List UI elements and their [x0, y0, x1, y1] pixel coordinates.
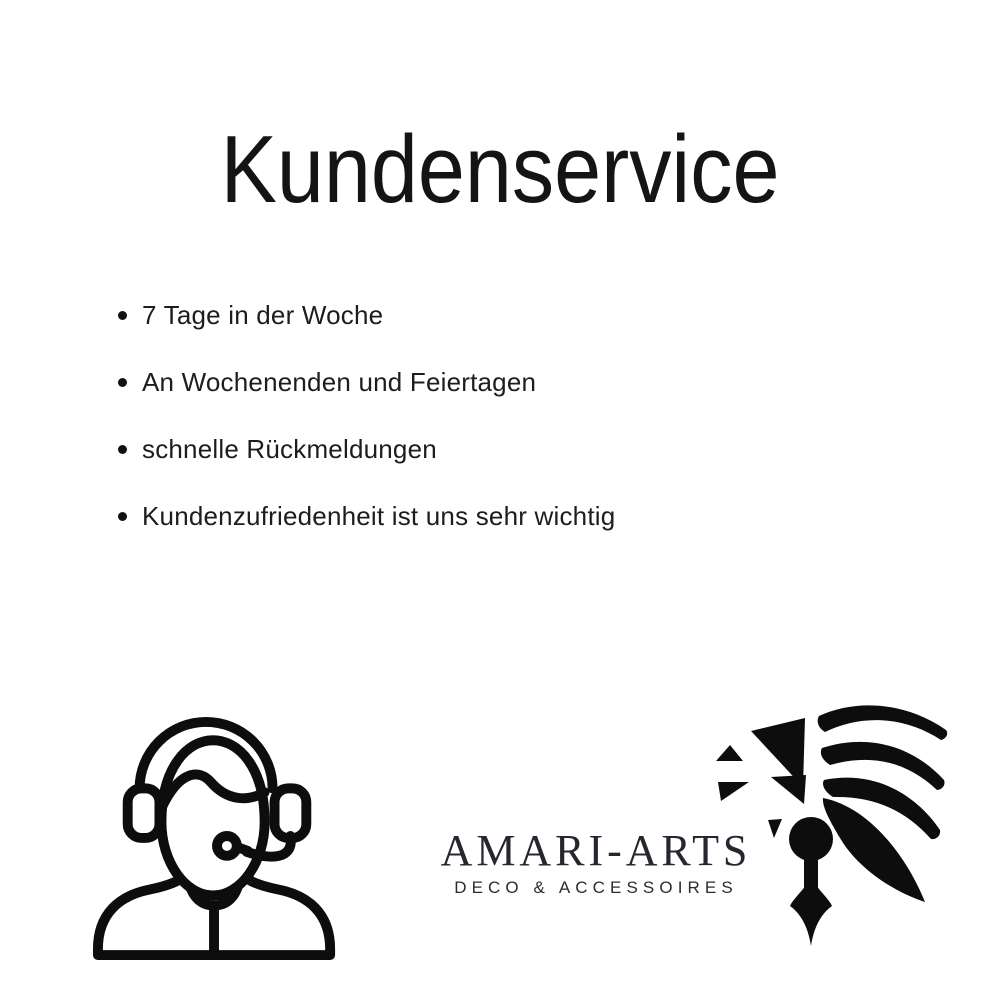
support-agent-headset-icon	[88, 704, 346, 964]
list-item	[118, 434, 615, 464]
service-bullet-list	[118, 300, 615, 568]
list-item	[118, 501, 615, 531]
list-item-text: 7 Tage in der Woche	[142, 300, 384, 330]
list-item	[118, 300, 615, 330]
bullet-dot-icon	[118, 445, 127, 454]
bullet-dot-icon	[118, 378, 127, 387]
brand-tagline: DECO & ACCESSOIRES	[454, 878, 738, 898]
list-item-text: Kundenzufriedenheit ist uns sehr wichtig	[142, 501, 616, 531]
brand-name: AMARI-ARTS	[440, 826, 752, 875]
bullet-dot-icon	[118, 512, 127, 521]
list-item	[118, 367, 615, 397]
list-item-text: An Wochenenden und Feiertagen	[142, 367, 537, 397]
bullet-dot-icon	[118, 311, 127, 320]
native-headdress-icon	[703, 698, 950, 965]
page-title: Kundenservice	[220, 116, 780, 223]
list-item-text: schnelle Rückmeldungen	[142, 434, 437, 464]
